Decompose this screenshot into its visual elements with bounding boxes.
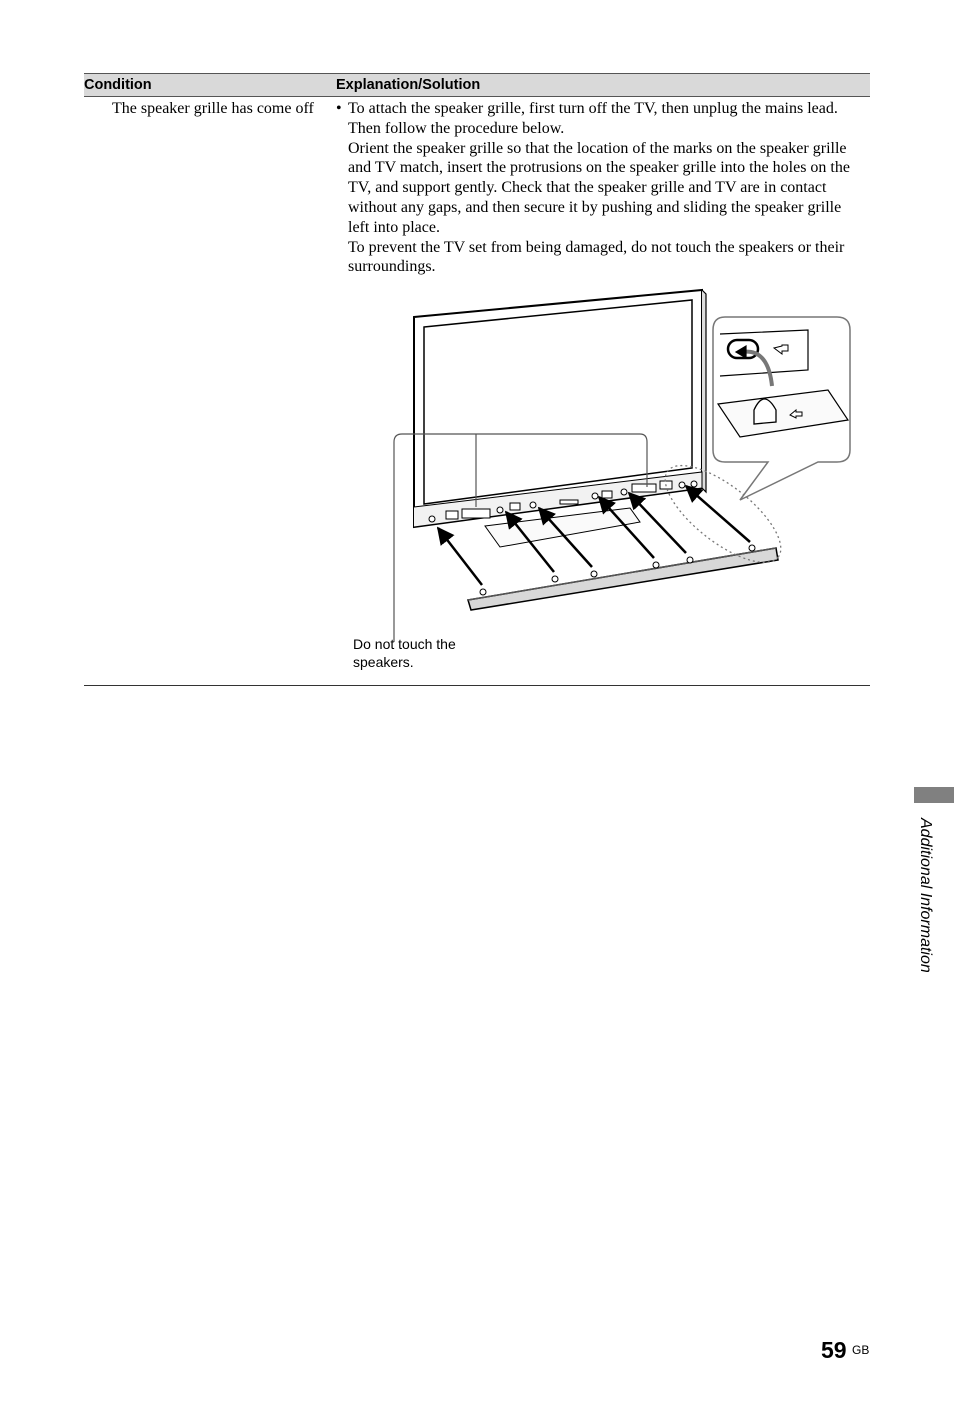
header-condition: Condition: [84, 77, 152, 93]
explanation-cell: [336, 99, 866, 277]
speaker-grille-bar: [468, 548, 778, 610]
instruction-paragraph-2: Orient the speaker grille so that the location of the marks on the speaker grille and TV match, insert the protrusions on the speaker grille into the holes on the TV, and support gently. Check that the speaker grille and TV are in contact without any gaps, and then secure it by pushing and sliding the speaker grille left into place.: [348, 139, 850, 236]
section-tab-label: Additional Information: [917, 818, 934, 973]
instruction-paragraph-3: To prevent the TV set from being damaged, do not touch the speakers or their surroundings.: [348, 238, 845, 276]
table-bottom-rule: [84, 685, 870, 686]
instruction-paragraph-1: To attach the speaker grille, first turn off the TV, then unplug the mains lead. Then follow the procedure below.: [348, 100, 838, 137]
bullet-marker: •: [336, 100, 342, 117]
section-tab-marker: [914, 787, 954, 803]
tv-set: [414, 290, 706, 547]
header-explanation: Explanation/Solution: [336, 77, 481, 93]
table-header: [84, 73, 870, 97]
page-number: 59: [821, 1337, 847, 1363]
condition-cell: The speaker grille has come off: [112, 100, 314, 117]
speaker-grille-illustration: [340, 282, 870, 682]
page-region-suffix: GB: [852, 1343, 870, 1357]
figure-caption: Do not touch the speakers.: [353, 636, 456, 670]
